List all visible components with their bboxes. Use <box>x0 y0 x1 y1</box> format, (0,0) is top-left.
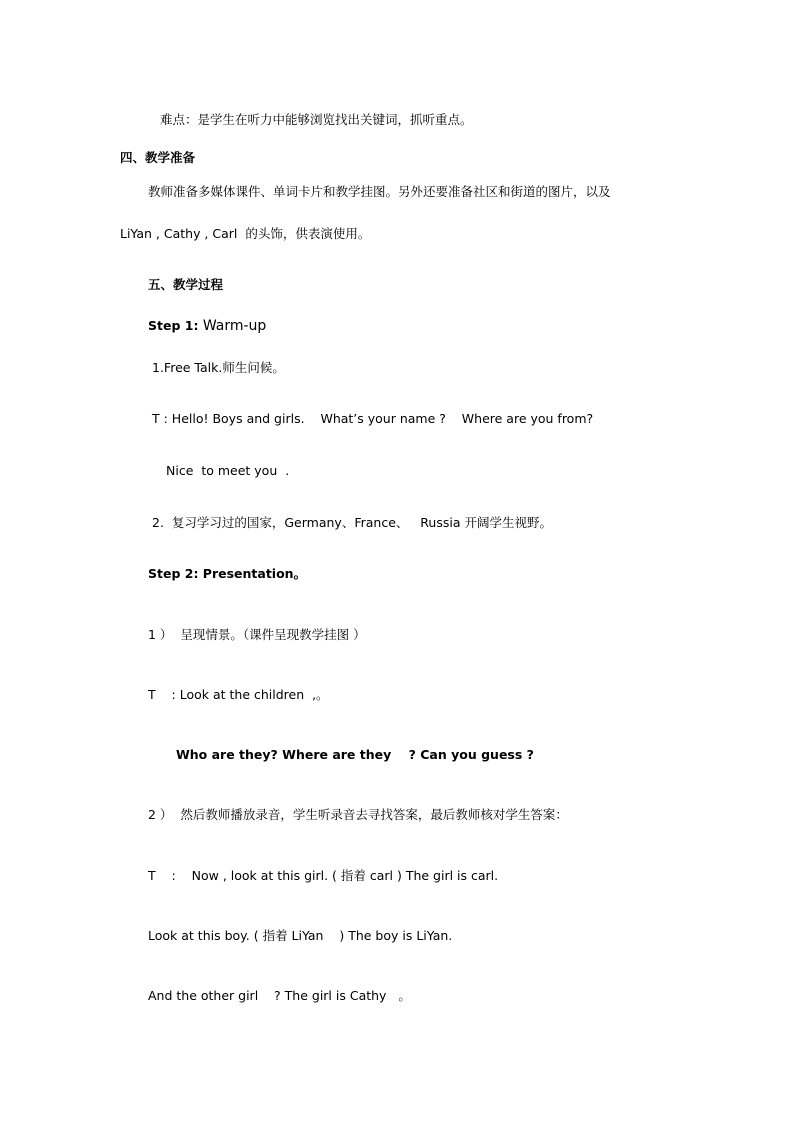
presentation-step1-text: 1 ） 呈现情景。（课件呈现教学挂图 ） <box>148 627 366 642</box>
section4-heading: 四、教学准备 <box>120 150 196 165</box>
difficulty-text: 难点：是学生在听力中能够浏览找出关键词，抓听重点。 <box>160 112 473 127</box>
who-are-they-text: Who are they? Where are they ? Can you guess ? <box>176 747 534 762</box>
step2-heading: Step 2: Presentation。 <box>148 566 307 581</box>
presentation-step2-text: 2 ） 然后教师播放录音，学生听录音去寻找答案，最后教师核对学生答案： <box>148 807 568 822</box>
step1-label: Step 1: <box>148 318 203 333</box>
step1-heading <box>148 319 266 333</box>
step1-title: Warm-up <box>202 318 267 334</box>
teacher-now-text: T : Now , look at this girl. ( 指着 carl ) The girl is carl. <box>148 868 499 883</box>
preparation-text-line2: LiYan , Cathy , Carl 的头饰，供表演使用。 <box>120 226 371 241</box>
nice-to-meet-text: Nice to meet you . <box>166 463 290 478</box>
teacher-look-text: T : Look at the children ,。 <box>148 687 329 702</box>
teacher-hello-text: T : Hello! Boys and girls. What’s your name ? Where are you from? <box>152 411 594 426</box>
other-girl-text: And the other girl ? The girl is Cathy 。 <box>148 988 411 1003</box>
look-boy-text: Look at this boy. ( 指着 LiYan ) The boy is LiYan. <box>148 928 453 943</box>
review-countries-text: 2. 复习学习过的国家，Germany、France、 Russia 开阔学生视野。 <box>152 515 552 530</box>
section5-heading: 五、教学过程 <box>148 277 224 292</box>
preparation-text-line1: 教师准备多媒体课件、单词卡片和教学挂图。另外还要准备社区和街道的图片，以及 <box>148 184 611 199</box>
free-talk-text: 1.Free Talk.师生问候。 <box>152 360 285 375</box>
